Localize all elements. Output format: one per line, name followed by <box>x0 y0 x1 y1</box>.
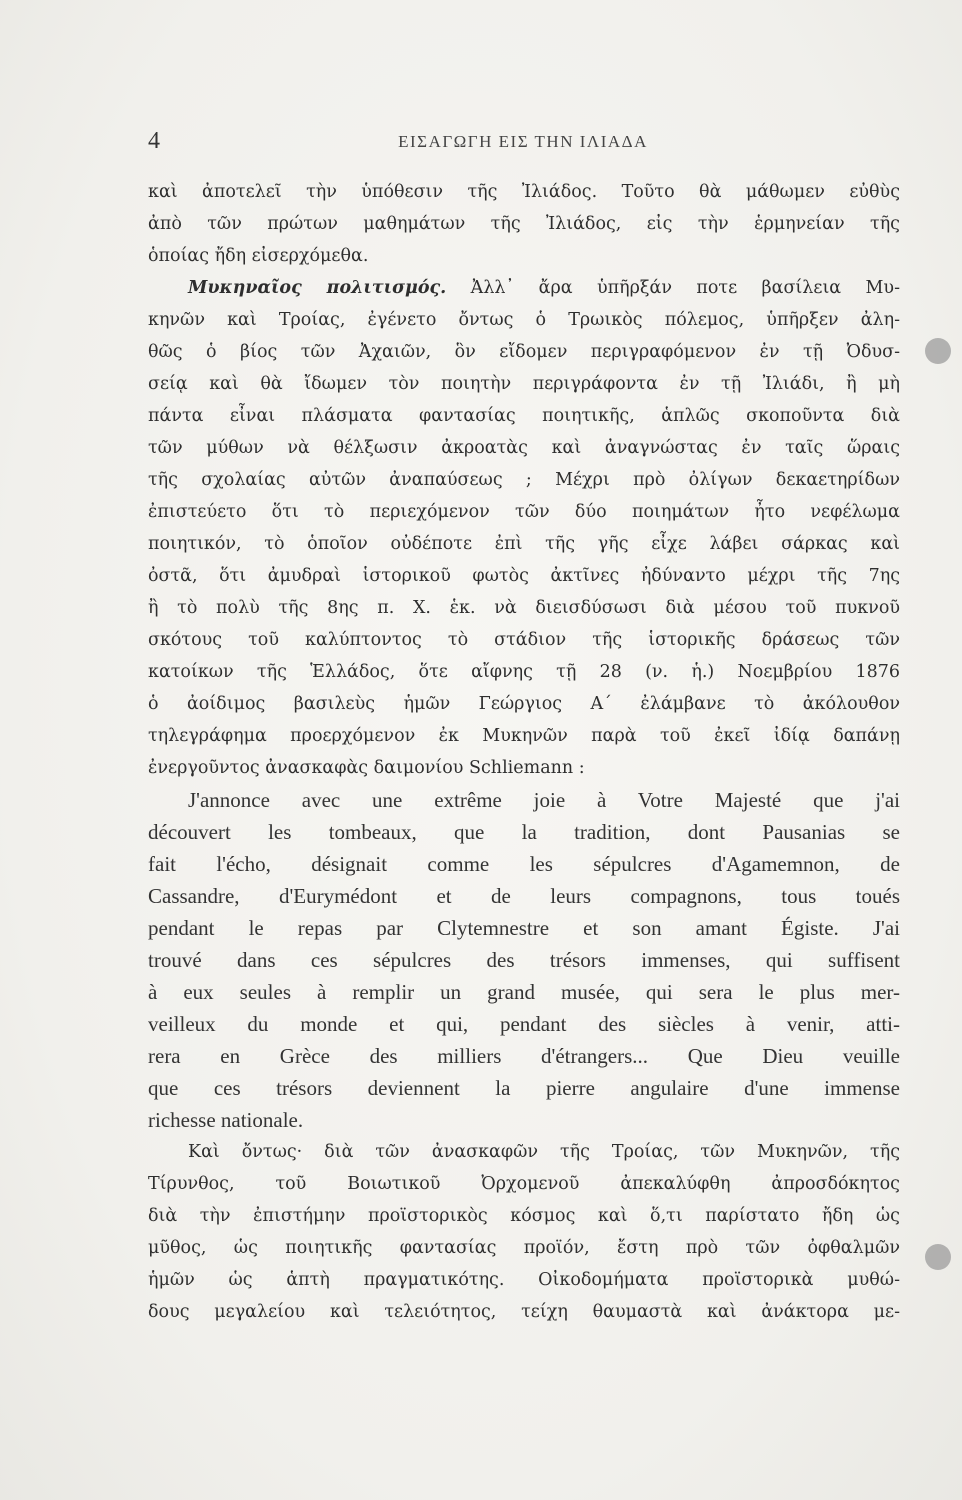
text-line <box>148 1232 900 1264</box>
line-text: ποιητικόν, τὸ ὁποῖον οὐδέποτε ἐπὶ τῆς γῆς εἶχε λάβει σάρκας καὶ <box>148 534 900 554</box>
line-text: fait l'écho, désignait comme les sépulcres d'Agamemnon, de <box>148 852 900 876</box>
line-text: τηλεγράφημα προερχόμενον ἐκ Μυκηνῶν παρὰ τοῦ ἐκεῖ ἰδίᾳ δαπάνῃ <box>148 726 900 746</box>
text-line <box>148 560 900 592</box>
line-text: Καὶ ὄντως· διὰ τῶν ἀνασκαφῶν τῆς Τροίας, τῶν Μυκηνῶν, τῆς <box>188 1142 900 1162</box>
line-text: ἡμῶν ὡς ἁπτὴ πραγματικότης. Οἰκοδομήματα προϊστορικὰ μυθώ- <box>148 1270 900 1290</box>
text-line <box>148 432 900 464</box>
line-text: ὀστᾶ, ὅτι ἀμυδραὶ ἱστορικοῦ φωτὸς ἀκτῖνες ἠδύναντο μέχρι τῆς 7ης <box>148 566 900 586</box>
text-line <box>148 368 900 400</box>
line-text: τῶν μύθων νὰ θέλξωσιν ἀκροατὰς καὶ ἀναγνώστας ἐν ταῖς ὥραις <box>148 438 900 458</box>
text-line <box>148 1296 900 1328</box>
text-line <box>148 880 900 912</box>
line-text: ὁποίας ἤδη εἰσερχόμεθα. <box>148 246 369 266</box>
line-text: veilleux du monde et qui, pendant des siècles à venir, atti- <box>148 1012 900 1036</box>
text-line <box>148 752 900 784</box>
text-line <box>148 1200 900 1232</box>
line-text: ἢ τὸ πολὺ τῆς 8ης π. Χ. ἑκ. νὰ διεισδύσωσι διὰ μέσου τοῦ πυκνοῦ <box>148 598 900 618</box>
line-text: μῦθος, ὡς ποιητικῆς φαντασίας προϊόν, ἔστη πρὸ τῶν ὀφθαλμῶν <box>148 1238 900 1258</box>
text-line <box>148 688 900 720</box>
line-text: ἐνεργοῦντος ἀνασκαφὰς δαιμονίου Schliemann : <box>148 758 585 778</box>
text-line <box>148 976 900 1008</box>
text-line <box>148 176 900 208</box>
line-text: σκότους τοῦ καλύπτοντος τὸ στάδιον τῆς ἱστορικῆς δράσεως τῶν <box>148 630 900 650</box>
text-line <box>148 208 900 240</box>
text-line <box>148 848 900 880</box>
line-text: κηνῶν καὶ Τροίας, ἐγένετο ὄντως ὁ Τρωικὸς πόλεμος, ὑπῆρξεν ἀλη- <box>148 310 900 330</box>
line-text: διὰ τὴν ἐπιστήμην προϊστορικὸς κόσμος καὶ ὅ,τι παρίστατο ἤδη ὡς <box>148 1206 900 1226</box>
text-line <box>148 336 900 368</box>
line-text: à eux seules à remplir un grand musée, qui sera le plus mer- <box>148 980 900 1004</box>
punch-hole-top <box>925 338 951 364</box>
body-text <box>148 176 900 1328</box>
line-text: Τίρυνθος, τοῦ Βοιωτικοῦ Ὀρχομενοῦ ἀπεκαλύφθη ἀπροσδόκητος <box>148 1174 900 1194</box>
text-line <box>148 656 900 688</box>
text-line <box>148 240 900 272</box>
line-text: τῆς σχολαίας αὐτῶν ἀναπαύσεως ; Μέχρι πρὸ ὀλίγων δεκαετηρίδων <box>148 470 900 490</box>
line-text: que ces trésors deviennent la pierre angulaire d'une immense <box>148 1076 900 1100</box>
line-text: ὁ ἀοίδιμος βασιλεὺς ἡμῶν Γεώργιος Α΄ ἐλάμβανε τὸ ἀκόλουθον <box>148 694 900 714</box>
text-line <box>148 1168 900 1200</box>
line-text: ἀπὸ τῶν πρώτων μαθημάτων τῆς Ἰλιάδος, εἰς τὴν ἑρμηνείαν τῆς <box>148 214 900 234</box>
text-line <box>148 592 900 624</box>
text-line <box>148 272 900 304</box>
text-line <box>148 624 900 656</box>
text-line <box>148 1072 900 1104</box>
line-text: θῶς ὁ βίος τῶν Ἀχαιῶν, ὃν εἴδομεν περιγραφόμενον ἐν τῇ Ὀδυσ- <box>148 342 900 362</box>
line-text: ἐπιστεύετο ὅτι τὸ περιεχόμενον τῶν δύο ποιημάτων ἦτο νεφέλωμα <box>148 502 900 522</box>
page-header <box>148 128 898 158</box>
line-text: πάντα εἶναι πλάσματα φαντασίας ποιητικῆς, ἁπλῶς σκοποῦντα διὰ <box>148 406 900 426</box>
text-line <box>148 816 900 848</box>
line-text: σείᾳ καὶ θὰ ἴδωμεν τὸν ποιητὴν περιγράφοντα ἐν τῇ Ἰλιάδι, ἢ μὴ <box>148 374 900 394</box>
punch-hole-bottom <box>925 1244 951 1270</box>
text-line <box>148 720 900 752</box>
page-number: 4 <box>148 128 160 154</box>
text-line <box>148 1136 900 1168</box>
line-text: J'annonce avec une extrême joie à Votre Majesté que j'ai <box>188 788 900 812</box>
line-text: richesse nationale. <box>148 1108 304 1132</box>
text-line <box>148 912 900 944</box>
line-text: rera en Grèce des milliers d'étrangers... Que Dieu veuille <box>148 1044 900 1068</box>
text-line <box>148 304 900 336</box>
section-heading: Μυκηναῖος πολιτισμός. <box>188 278 447 298</box>
text-line <box>148 1008 900 1040</box>
line-text: Ἀλλ᾽ ἄρα ὑπῆρξάν ποτε βασίλεια Μυ- <box>446 278 900 298</box>
text-line <box>148 1104 900 1136</box>
text-line <box>148 496 900 528</box>
line-text: Cassandre, d'Eurymédont et de leurs compagnons, tous toués <box>148 884 900 908</box>
line-text: pendant le repas par Clytemnestre et son amant Égiste. J'ai <box>148 916 900 940</box>
text-line <box>148 784 900 816</box>
text-line <box>148 528 900 560</box>
line-text: découvert les tombeaux, que la tradition, dont Pausanias se <box>148 820 900 844</box>
text-line <box>148 944 900 976</box>
line-text: trouvé dans ces sépulcres des trésors immenses, qui suffisent <box>148 948 900 972</box>
line-text: δους μεγαλείου καὶ τελειότητος, τείχη θαυμαστὰ καὶ ἀνάκτορα με- <box>148 1302 900 1322</box>
line-text: καὶ ἀποτελεῖ τὴν ὑπόθεσιν τῆς Ἰλιάδος. Τοῦτο θὰ μάθωμεν εὐθὺς <box>148 182 900 202</box>
text-line <box>148 464 900 496</box>
running-head: ΕΙΣΑΓΩΓΗ ΕΙΣ ΤΗΝ ΙΛΙΑΔΑ <box>398 132 648 151</box>
text-line <box>148 400 900 432</box>
line-text: κατοίκων τῆς Ἑλλάδος, ὅτε αἴφνης τῇ 28 (ν. ἡ.) Νοεμβρίου 1876 <box>148 662 900 682</box>
text-line <box>148 1040 900 1072</box>
text-line <box>148 1264 900 1296</box>
